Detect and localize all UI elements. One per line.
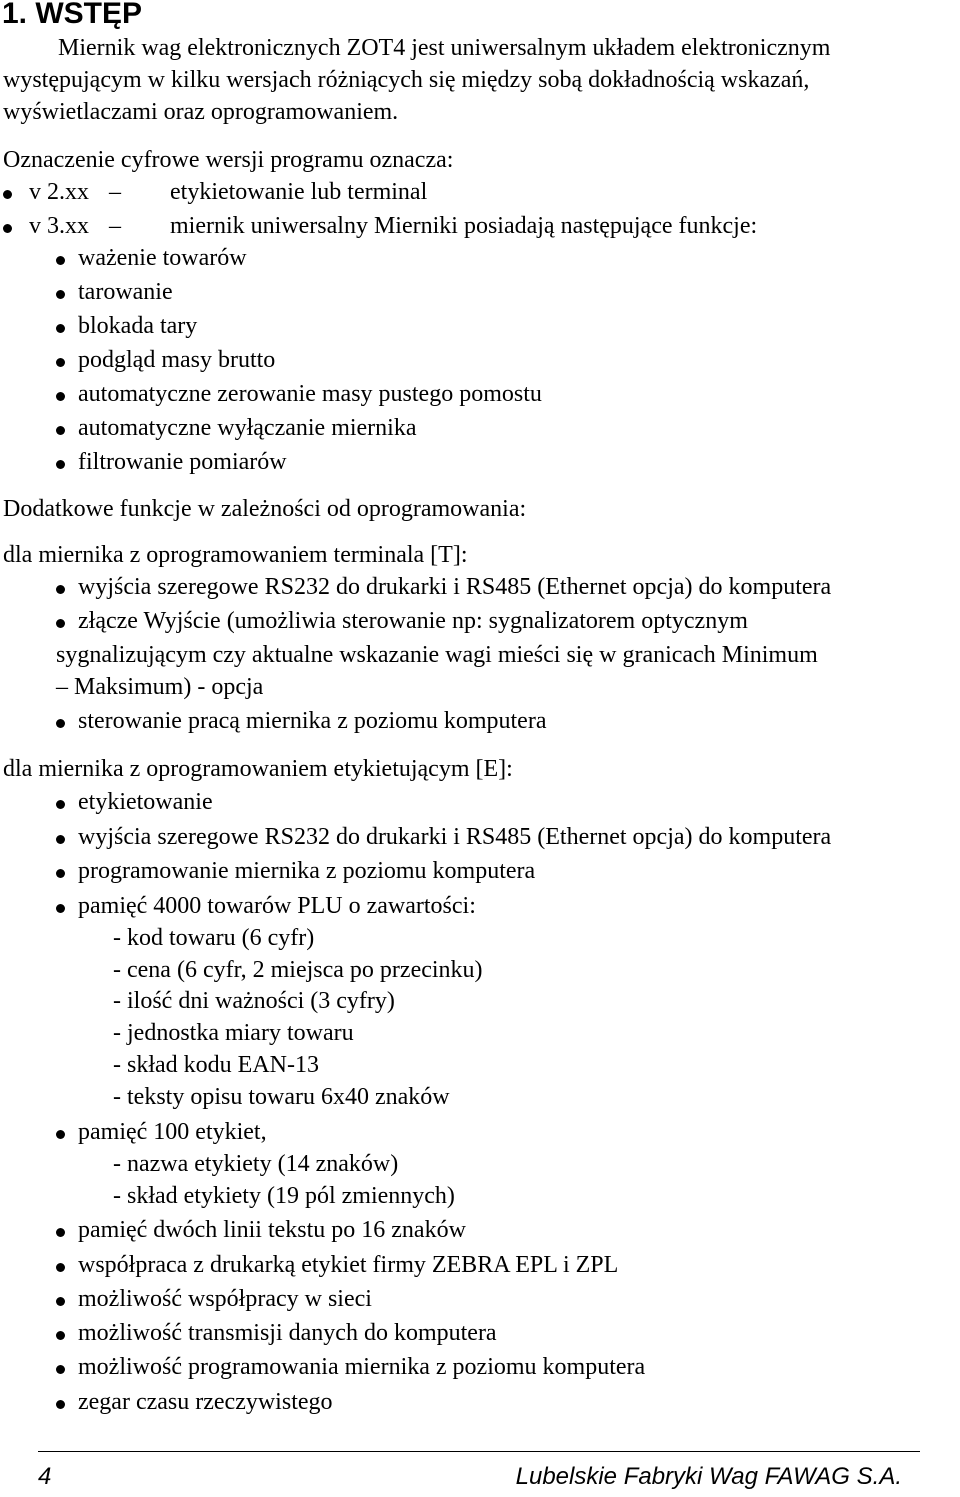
footer-company: Lubelskie Fabryki Wag FAWAG S.A. bbox=[515, 1463, 902, 1490]
list-item: zegar czasu rzeczywistego bbox=[78, 1389, 333, 1415]
list-item: pamięć 100 etykiet, bbox=[78, 1119, 267, 1145]
bullet-icon bbox=[56, 719, 65, 728]
sub-item: - teksty opisu towaru 6x40 znaków bbox=[113, 1084, 450, 1110]
bullet-icon bbox=[56, 835, 65, 844]
terminal-heading: dla miernika z oprogramowaniem terminala [T]: bbox=[3, 542, 468, 568]
list-item: etykietowanie bbox=[78, 789, 213, 815]
bullet-icon bbox=[56, 1297, 65, 1306]
list-item: pamięć dwóch linii tekstu po 16 znaków bbox=[78, 1217, 466, 1243]
version-desc: miernik uniwersalny Mierniki posiadają następujące funkcje: bbox=[170, 213, 758, 239]
sub-item: - nazwa etykiety (14 znaków) bbox=[113, 1151, 399, 1177]
footer-divider bbox=[38, 1451, 920, 1452]
list-item: współpraca z drukarką etykiet firmy ZEBRA EPL i ZPL bbox=[78, 1252, 619, 1278]
bullet-icon bbox=[56, 460, 65, 469]
list-item-continuation: – Maksimum) - opcja bbox=[56, 674, 264, 700]
bullet-icon bbox=[3, 224, 12, 233]
list-item: ważenie towarów bbox=[78, 245, 247, 271]
extra-heading: Dodatkowe funkcje w zależności od oprogramowania: bbox=[3, 496, 527, 522]
list-item: wyjścia szeregowe RS232 do drukarki i RS485 (Ethernet opcja) do komputera bbox=[78, 574, 832, 600]
bullet-icon bbox=[56, 904, 65, 913]
version-dash: – bbox=[109, 213, 121, 239]
page-number: 4 bbox=[38, 1463, 52, 1490]
bullet-icon bbox=[56, 869, 65, 878]
bullet-icon bbox=[56, 256, 65, 265]
bullet-icon bbox=[56, 392, 65, 401]
sub-item: - skład etykiety (19 pól zmiennych) bbox=[113, 1183, 455, 1209]
list-item: złącze Wyjście (umożliwia sterowanie np: sygnalizatorem optycznym bbox=[78, 608, 748, 634]
version-dash: – bbox=[109, 179, 121, 205]
version-heading: Oznaczenie cyfrowe wersji programu oznacza: bbox=[3, 147, 454, 173]
list-item: wyjścia szeregowe RS232 do drukarki i RS485 (Ethernet opcja) do komputera bbox=[78, 824, 832, 850]
bullet-icon bbox=[56, 324, 65, 333]
list-item: pamięć 4000 towarów PLU o zawartości: bbox=[78, 893, 476, 919]
list-item: tarowanie bbox=[78, 279, 173, 305]
list-item: programowanie miernika z poziomu komputera bbox=[78, 858, 536, 884]
bullet-icon bbox=[3, 190, 12, 199]
list-item: możliwość transmisji danych do komputera bbox=[78, 1320, 497, 1346]
bullet-icon bbox=[56, 1400, 65, 1409]
list-item: możliwość programowania miernika z poziomu komputera bbox=[78, 1354, 646, 1380]
intro-line-1: Miernik wag elektronicznych ZOT4 jest uniwersalnym układem elektronicznym bbox=[58, 35, 831, 61]
version-desc: etykietowanie lub terminal bbox=[170, 179, 428, 205]
list-item-continuation: sygnalizującym czy aktualne wskazanie wagi mieści się w granicach Minimum bbox=[56, 642, 818, 668]
list-item: sterowanie pracą miernika z poziomu komputera bbox=[78, 708, 547, 734]
bullet-icon bbox=[56, 1130, 65, 1139]
list-item: filtrowanie pomiarów bbox=[78, 449, 287, 475]
list-item: podgląd masy brutto bbox=[78, 347, 276, 373]
bullet-icon bbox=[56, 1365, 65, 1374]
section-title: 1. WSTĘP bbox=[2, 0, 143, 30]
bullet-icon bbox=[56, 585, 65, 594]
list-item: blokada tary bbox=[78, 313, 198, 339]
bullet-icon bbox=[56, 1331, 65, 1340]
bullet-icon bbox=[56, 619, 65, 628]
bullet-icon bbox=[56, 290, 65, 299]
sub-item: - skład kodu EAN-13 bbox=[113, 1052, 319, 1078]
bullet-icon bbox=[56, 426, 65, 435]
version-code: v 3.xx bbox=[29, 213, 89, 239]
list-item: automatyczne zerowanie masy pustego pomostu bbox=[78, 381, 542, 407]
bullet-icon bbox=[56, 800, 65, 809]
sub-item: - cena (6 cyfr, 2 miejsca po przecinku) bbox=[113, 957, 483, 983]
intro-line-3: wyświetlaczami oraz oprogramowaniem. bbox=[3, 99, 399, 125]
sub-item: - jednostka miary towaru bbox=[113, 1020, 354, 1046]
bullet-icon bbox=[56, 358, 65, 367]
bullet-icon bbox=[56, 1263, 65, 1272]
bullet-icon bbox=[56, 1228, 65, 1237]
sub-item: - ilość dni ważności (3 cyfry) bbox=[113, 988, 395, 1014]
version-code: v 2.xx bbox=[29, 179, 89, 205]
list-item: automatyczne wyłączanie miernika bbox=[78, 415, 417, 441]
intro-line-2: występującym w kilku wersjach różniących się między sobą dokładnością wskazań, bbox=[3, 67, 810, 93]
labeling-heading: dla miernika z oprogramowaniem etykietującym [E]: bbox=[3, 756, 513, 782]
list-item: możliwość współpracy w sieci bbox=[78, 1286, 372, 1312]
sub-item: - kod towaru (6 cyfr) bbox=[113, 925, 315, 951]
